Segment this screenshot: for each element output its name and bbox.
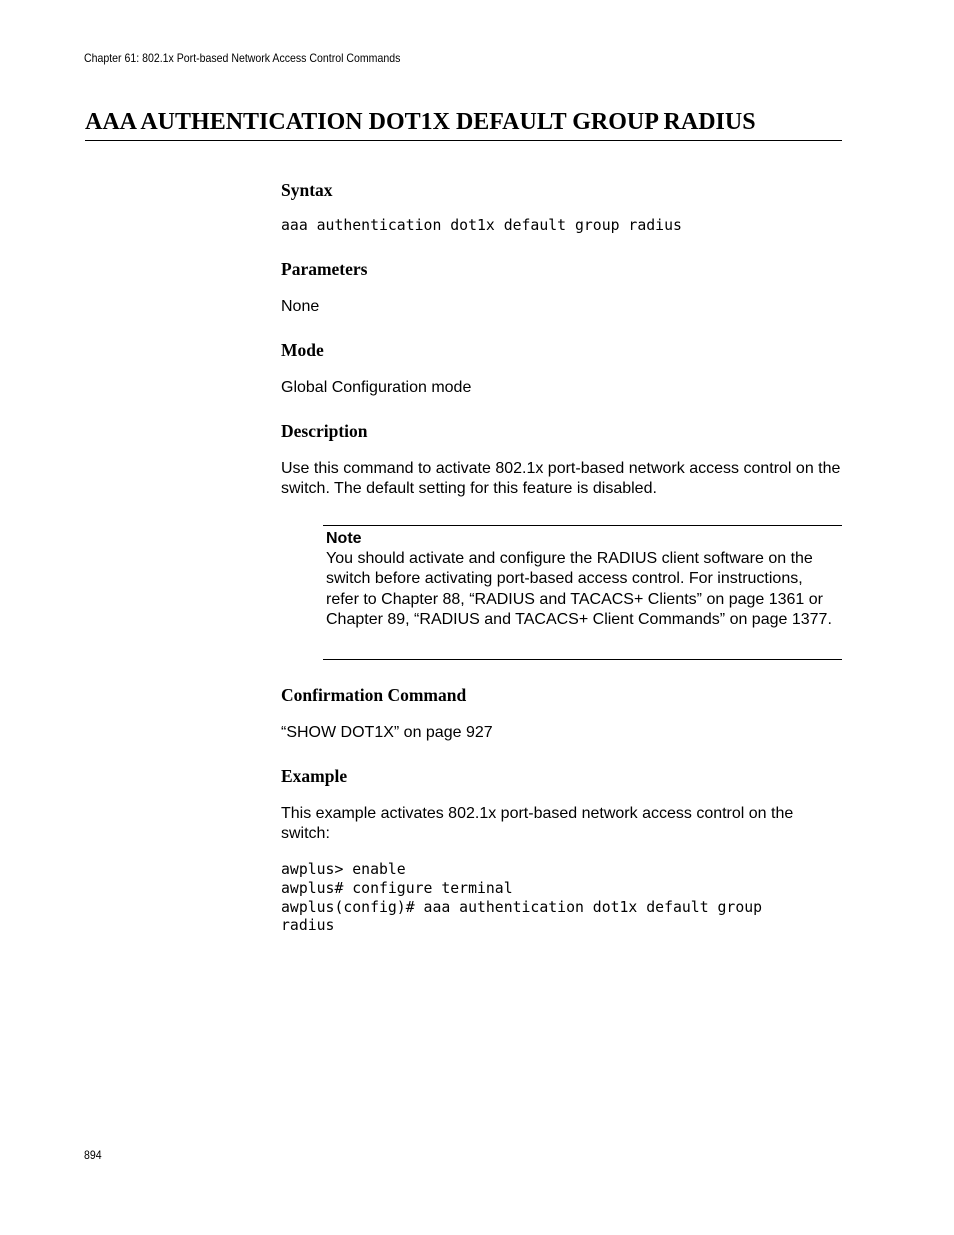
description-heading: Description [281,421,368,441]
page-number: 894 [84,1148,102,1162]
note-text: You should activate and configure the RADIUS client software on the switch before activating port-based access control. For instructions, refer to Chapter 88, “RADIUS and TACACS+ Clients” on page 1361 or Chapter 89, “RADIUS and TACACS+ Client Commands” on page 1377. [326,550,832,628]
example-code-line: awplus# configure terminal [281,880,513,897]
mode-text: Global Configuration mode [281,379,472,396]
note-bottom-rule [323,659,842,660]
syntax-command: aaa authentication dot1x default group radius [281,217,682,234]
page-title: AAA AUTHENTICATION DOT1X DEFAULT GROUP RADIUS [85,109,756,135]
parameters-heading: Parameters [281,259,368,279]
running-header: Chapter 61: 802.1x Port-based Network Access Control Commands [84,51,401,65]
confirmation-heading: Confirmation Command [281,685,467,705]
example-heading: Example [281,766,348,786]
note-label: Note [326,530,362,547]
example-code-line: awplus(config)# aaa authentication dot1x default group [281,899,763,916]
example-code-line: awplus> enable [281,861,406,878]
mode-heading: Mode [281,340,324,360]
description-text: Use this command to activate 802.1x port-based network access control on the switch. The default setting for this feature is disabled. [281,460,841,498]
example-text: This example activates 802.1x port-based network access control on the switch: [281,805,794,843]
parameters-text: None [281,298,320,315]
confirmation-link[interactable]: “SHOW DOT1X” on page 927 [281,724,493,741]
title-rule [85,140,842,141]
syntax-heading: Syntax [281,180,333,200]
example-code-line: radius [281,917,335,934]
note-top-rule [323,525,842,526]
